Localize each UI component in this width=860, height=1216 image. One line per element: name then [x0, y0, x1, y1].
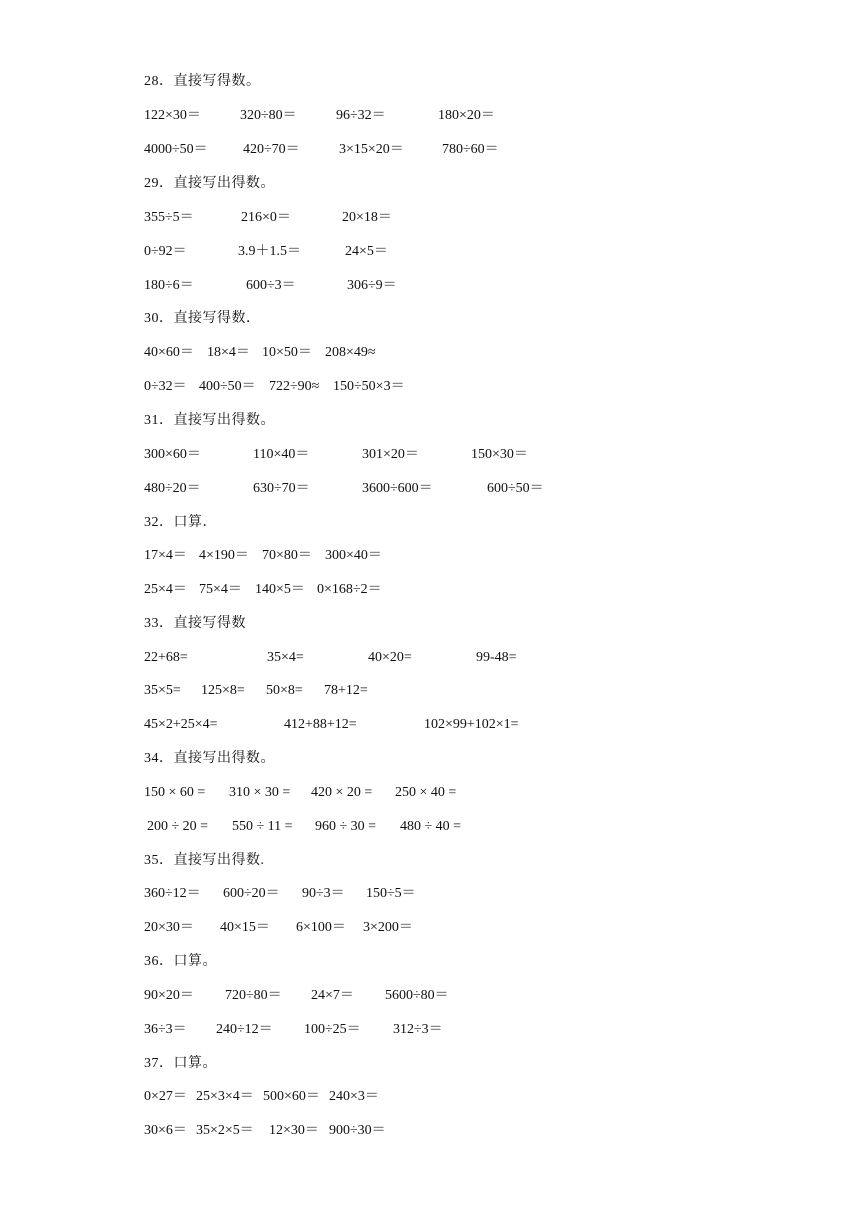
expression: 22+68= — [144, 650, 188, 665]
expression: 960 ÷ 30 = — [315, 819, 377, 834]
expression: 5600÷80＝ — [385, 988, 449, 1003]
problem-title-text: 29．直接写出得数。 — [144, 176, 275, 191]
expression: 6×100＝ — [296, 920, 346, 935]
expression: 600÷50＝ — [487, 481, 544, 496]
problem-title-text: 33．直接写得数 — [144, 616, 246, 631]
expression: 420 × 20 = — [311, 785, 373, 800]
expression: 30×6＝ — [144, 1123, 187, 1138]
expression: 3×15×20＝ — [339, 142, 404, 157]
expression: 17×4＝ — [144, 548, 187, 563]
expression: 150÷5＝ — [366, 886, 416, 901]
expression: 420÷70＝ — [243, 142, 300, 157]
expression: 35×2×5＝ — [196, 1123, 254, 1138]
expression: 40×15＝ — [220, 920, 270, 935]
problem-title-text: 32．口算． — [144, 515, 217, 530]
expression: 550 ÷ 11 = — [232, 819, 293, 834]
expression: 355÷5＝ — [144, 210, 194, 225]
expression: 150×30＝ — [471, 447, 528, 462]
expression: 301×20＝ — [362, 447, 419, 462]
expression: 0×27＝ — [144, 1089, 187, 1104]
expression: 780÷60＝ — [442, 142, 499, 157]
expression: 36÷3＝ — [144, 1022, 187, 1037]
expression: 312÷3＝ — [393, 1022, 443, 1037]
expression: 208×49≈ — [325, 345, 376, 360]
expression: 310 × 30 = — [229, 785, 291, 800]
expression: 250 × 40 = — [395, 785, 457, 800]
expression: 18×4＝ — [207, 345, 250, 360]
expression: 3600÷600＝ — [362, 481, 433, 496]
expression: 412+88+12= — [284, 717, 357, 732]
expression: 306÷9＝ — [347, 278, 397, 293]
expression: 300×60＝ — [144, 447, 201, 462]
expression: 122×30＝ — [144, 108, 201, 123]
expression: 216×0＝ — [241, 210, 291, 225]
expression: 722÷90≈ — [269, 379, 320, 394]
expression: 300×40＝ — [325, 548, 382, 563]
expression: 200 ÷ 20 = — [147, 819, 209, 834]
expression: 24×5＝ — [345, 244, 388, 259]
expression: 25×3×4＝ — [196, 1089, 254, 1104]
expression: 50×8= — [266, 683, 303, 698]
expression: 140×5＝ — [255, 582, 305, 597]
problem-title-text: 31．直接写出得数。 — [144, 413, 275, 428]
expression: 240÷12＝ — [216, 1022, 273, 1037]
expression: 0÷32＝ — [144, 379, 187, 394]
expression: 500×60＝ — [263, 1089, 320, 1104]
expression: 102×99+102×1= — [424, 717, 519, 732]
problem-title-text: 28．直接写得数。 — [144, 74, 261, 89]
expression: 630÷70＝ — [253, 481, 310, 496]
expression: 360÷12＝ — [144, 886, 201, 901]
expression: 3×200＝ — [363, 920, 413, 935]
problem-title-text: 36．口算。 — [144, 954, 217, 969]
problem-title-text: 30．直接写得数． — [144, 311, 261, 326]
expression: 90×20＝ — [144, 988, 194, 1003]
expression: 180×20＝ — [438, 108, 495, 123]
expression: 600÷3＝ — [246, 278, 296, 293]
expression: 400÷50＝ — [199, 379, 256, 394]
problem-title-text: 34．直接写出得数。 — [144, 751, 275, 766]
expression: 100÷25＝ — [304, 1022, 361, 1037]
expression: 25×4＝ — [144, 582, 187, 597]
expression: 10×50＝ — [262, 345, 312, 360]
expression: 70×80＝ — [262, 548, 312, 563]
expression: 110×40＝ — [253, 447, 310, 462]
expression: 99-48= — [476, 650, 517, 665]
expression: 0×168÷2＝ — [317, 582, 382, 597]
expression: 96÷32＝ — [336, 108, 386, 123]
expression: 180÷6＝ — [144, 278, 194, 293]
expression: 0÷92＝ — [144, 244, 187, 259]
expression: 78+12= — [324, 683, 368, 698]
expression: 24×7＝ — [311, 988, 354, 1003]
expression: 320÷80＝ — [240, 108, 297, 123]
expression: 45×2+25×4= — [144, 717, 218, 732]
expression: 40×20= — [368, 650, 412, 665]
expression: 720÷80＝ — [225, 988, 282, 1003]
expression: 3.9＋1.5＝ — [238, 244, 301, 259]
expression: 900÷30＝ — [329, 1123, 386, 1138]
expression: 40×60＝ — [144, 345, 194, 360]
expression: 20×30＝ — [144, 920, 194, 935]
expression: 4000÷50＝ — [144, 142, 208, 157]
expression: 240×3＝ — [329, 1089, 379, 1104]
problem-title-text: 35．直接写出得数. — [144, 853, 265, 868]
expression: 480 ÷ 40 = — [400, 819, 462, 834]
expression: 150÷50×3＝ — [333, 379, 405, 394]
expression: 150 × 60 = — [144, 785, 206, 800]
expression: 12×30＝ — [269, 1123, 319, 1138]
expression: 35×5= — [144, 683, 181, 698]
expression: 4×190＝ — [199, 548, 249, 563]
expression: 600÷20＝ — [223, 886, 280, 901]
expression: 90÷3＝ — [302, 886, 345, 901]
expression: 20×18＝ — [342, 210, 392, 225]
expression: 35×4= — [267, 650, 304, 665]
expression: 75×4＝ — [199, 582, 242, 597]
expression: 125×8= — [201, 683, 245, 698]
problem-title-text: 37．口算。 — [144, 1056, 217, 1071]
expression: 480÷20＝ — [144, 481, 201, 496]
